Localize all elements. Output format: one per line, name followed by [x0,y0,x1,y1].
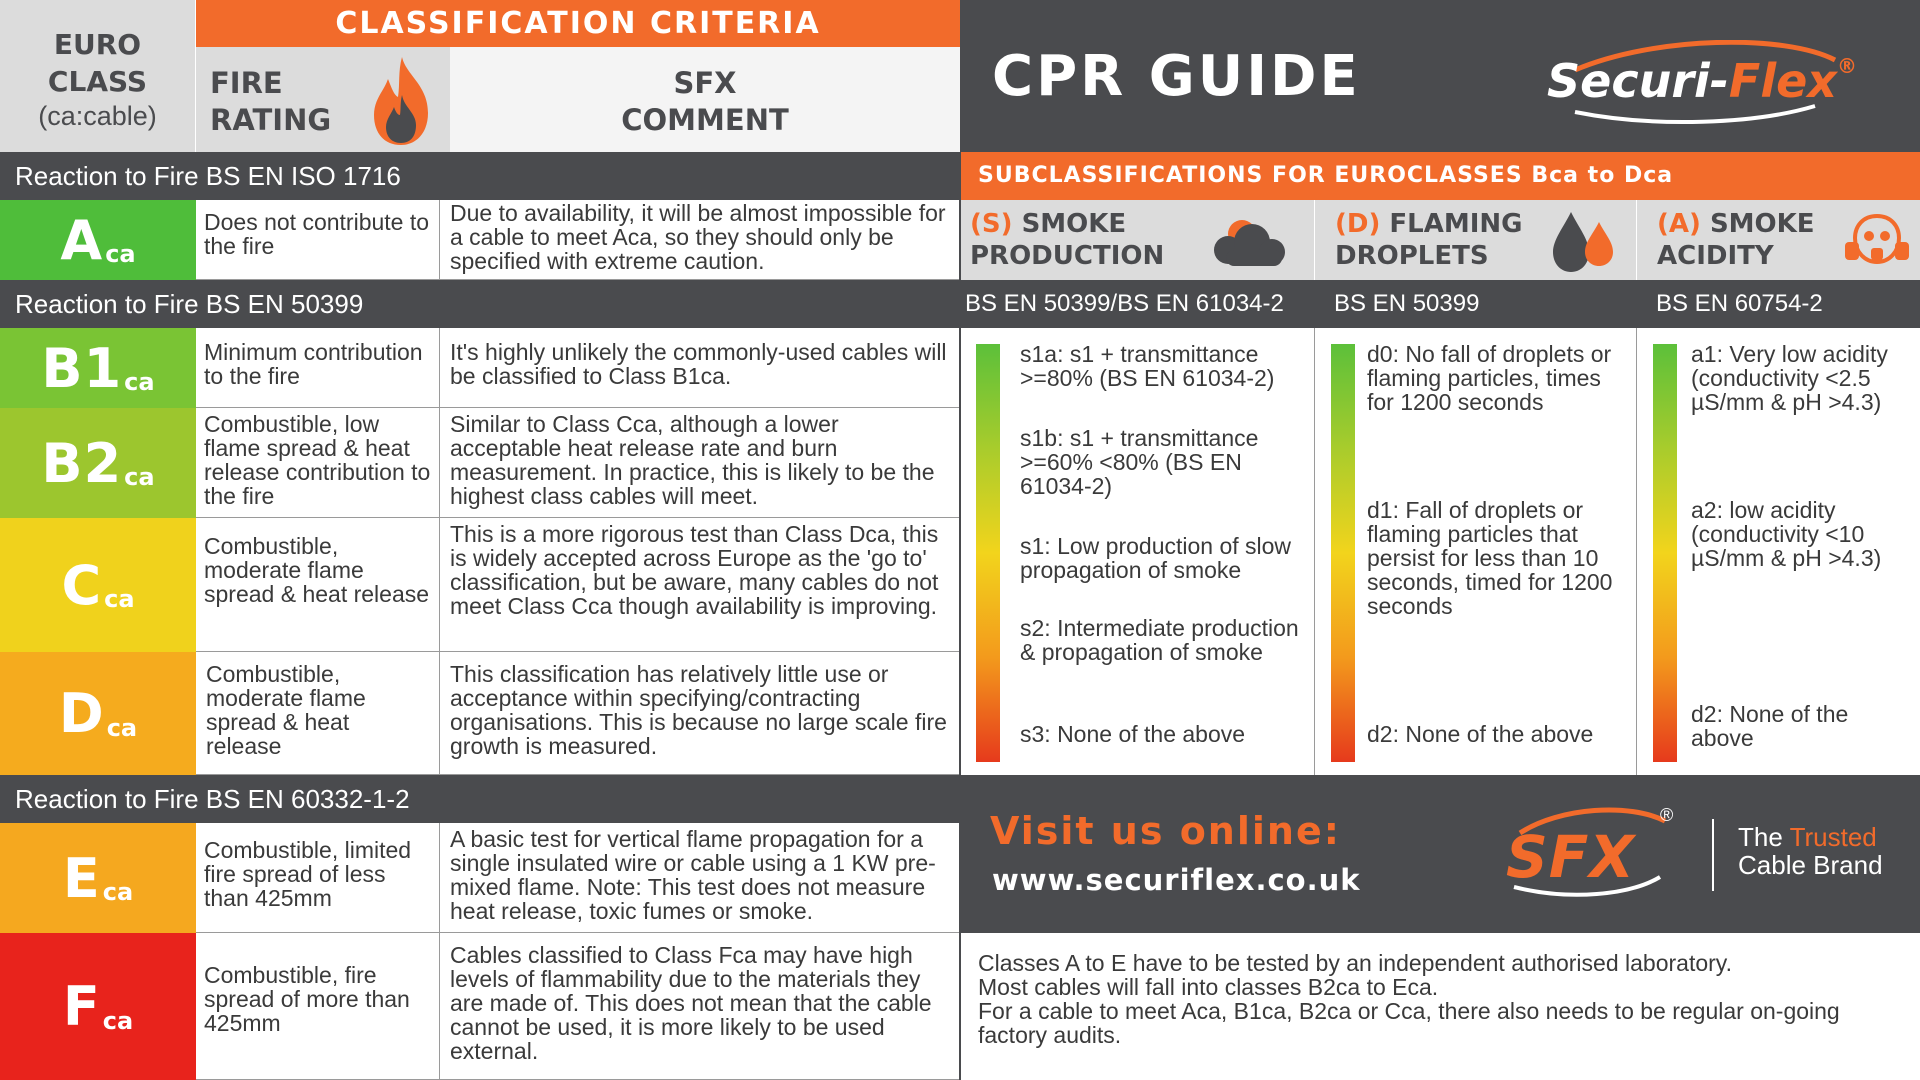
sfx-comment-line2: COMMENT [621,103,789,137]
gradient-bar [1331,344,1355,762]
gradient-bar [976,344,1000,762]
subclass-item: s1a: s1 + transmittance >=80% (BS EN 61034-2) [1020,341,1275,391]
class-sub: ca [105,240,136,268]
subclass-head-acidity [1637,200,1920,280]
subclass-item: s1b: s1 + transmittance >=60% <80% (BS EN 61034-2) [1020,425,1259,499]
subclass-title-prefix: SUBCLASSIFICATIONS FOR EUROCLASSES [978,163,1523,188]
comment-text: A basic test for vertical flame propagation for a single insulated wire or cable using a 1 KW pre-mixed flame. Note: This test does not measure heat release, toxic fumes or smoke. [450,826,936,924]
rating-a [196,200,440,280]
section-en50399: Reaction to Fire BS EN 50399 [0,280,960,328]
fire-rating-line2: RATING [210,103,332,137]
class-letter: E [62,846,101,910]
euro-class-header [0,0,196,152]
sfx-registered: ® [1660,805,1674,825]
comment-c [440,518,960,652]
class-cell-b1 [0,328,196,408]
section-iso1716: Reaction to Fire BS EN ISO 1716 [0,152,960,200]
comment-text: Cables classified to Class Fca may have high levels of flammability due to the materials they are made of. This does not mean that the cable cannot be used, it is more likely to be used external. [450,942,932,1064]
class-sub: ca [124,368,155,396]
class-cell-d [0,652,196,775]
rating-text: Minimum contribution to the fire [204,339,423,389]
subclass-item: d2: None of the above [1691,701,1849,751]
rating-text: Combustible, moderate flame spread & heat release [204,533,430,607]
rating-text: Combustible, limited fire spread of less than 425mm [204,837,412,911]
fire-rating-header [196,47,450,152]
guide-header [960,0,1920,152]
head-line2: DROPLETS [1335,241,1489,271]
rating-text: Combustible, moderate flame spread & heat release [206,661,366,759]
subclass-title-suffix: Bca to Dca [1531,163,1674,188]
gas-mask-icon [1843,212,1911,268]
gradient-bar [1653,344,1677,762]
subclass-item: d1: Fall of droplets or flaming particles that persist for less than 10 seconds, timed for 1200 seconds [1367,497,1613,619]
cloud-icon [1208,214,1292,268]
head-code: (S) [970,209,1013,239]
head-line1: SMOKE [1021,209,1127,239]
droplets-icon [1549,210,1619,274]
class-sub: ca [106,713,138,742]
rating-f [196,933,440,1080]
note-line: Classes A to E have to be tested by an independent authorised laboratory. [978,950,1732,976]
comment-a [440,200,960,280]
comment-text: It's highly unlikely the commonly-used cables will be classified to Class B1ca. [450,339,947,389]
euro-class-line2: CLASS [47,65,148,98]
subclass-head-smoke [960,200,1315,280]
class-sub: ca [104,585,135,613]
sfx-comment-line1: SFX [673,66,737,100]
rating-text: Combustible, fire spread of more than 425mm [204,962,410,1036]
subclass-body-acidity [1637,328,1920,775]
rating-d [196,652,440,775]
subclass-body-droplets [1315,328,1637,775]
subclass-item: s1: Low production of slow propagation of smoke [1020,533,1292,583]
class-letter: B2 [41,431,123,495]
fire-rating-line1: FIRE [210,66,283,100]
head-line1: SMOKE [1709,209,1815,239]
rating-b1 [196,328,440,408]
notes-panel [960,933,1920,1080]
subclass-item: a1: Very low acidity (conductivity <2.5 µS/mm & pH >4.3) [1691,341,1888,415]
standard-smoke: BS EN 50399/BS EN 61034-2 [965,290,1284,317]
class-sub: ca [124,463,155,491]
guide-title: CPR GUIDE [992,44,1361,109]
comment-text: Due to availability, it will be almost impossible for a cable to meet Aca, so they should only be specified with extreme caution. [450,200,946,274]
visit-title: Visit us online: [990,809,1341,853]
sfx-logo [1500,803,1680,903]
brand-part2: Flex [1728,54,1837,108]
subclass-item: s2: Intermediate production & propagation of smoke [1020,615,1299,665]
euro-class-line3: (ca:cable) [38,101,157,131]
class-letter: D [58,682,105,745]
standard-acidity: BS EN 60754-2 [1656,290,1823,317]
head-code: (A) [1657,209,1701,239]
sfx-logo-text: SFX [1506,823,1636,891]
rating-text: Combustible, low flame spread & heat release contribution to the fire [204,411,431,509]
class-cell-e [0,823,196,933]
tagline-trusted: Trusted [1789,822,1877,852]
rating-c [196,518,440,652]
class-letter: C [61,553,103,617]
comment-d [440,652,960,775]
rating-e [196,823,440,933]
brand-part1: Securi- [1547,54,1729,108]
head-code: (D) [1335,209,1381,239]
brand-registered: ® [1836,54,1857,78]
subclass-item: s3: None of the above [1020,721,1246,747]
standards-bar [960,280,1920,328]
note-line: For a cable to meet Aca, B1ca, B2ca or Cca, there also needs to be regular on-going factory audits. [978,998,1840,1048]
head-line2: PRODUCTION [970,241,1165,271]
subclass-item: d2: None of the above [1367,721,1594,747]
standard-droplets: BS EN 50399 [1334,290,1480,317]
class-cell-a [0,200,196,280]
visit-panel [960,775,1920,933]
comment-f [440,933,960,1080]
class-letter: F [62,975,101,1038]
comment-text: This classification has relatively little use or acceptance within specifying/contracting organisations. This is because no large scale fire growth is measured. [450,661,947,759]
tagline [1738,823,1883,879]
website-link[interactable]: www.securiflex.co.uk [992,863,1361,897]
class-letter: A [60,208,104,272]
comment-b1 [440,328,960,408]
head-line2: ACIDITY [1657,241,1774,271]
section-en60332: Reaction to Fire BS EN 60332-1-2 [0,775,960,823]
subclass-head-droplets [1315,200,1637,280]
class-sub: ca [102,1006,134,1035]
flame-icon [370,55,432,147]
subclass-body-smoke [960,328,1315,775]
center-divider [959,152,961,1080]
tagline-divider [1712,819,1714,891]
class-cell-b2 [0,408,196,518]
tagline-line2: Cable Brand [1738,850,1883,880]
note-line: Most cables will fall into classes B2ca to Eca. [978,974,1439,1000]
comment-b2 [440,408,960,518]
rating-b2 [196,408,440,518]
subclass-title [960,152,1920,200]
sfx-comment-header [450,47,960,152]
brand-logo [1535,40,1895,130]
class-sub: ca [102,878,134,906]
subclass-item: a2: low acidity (conductivity <10 µS/mm & pH >4.3) [1691,497,1882,571]
comment-text: Similar to Class Cca, although a lower acceptable heat release rate and burn measurement. In practice, this is likely to be the highest class cables will meet. [450,411,935,509]
subclass-item: d0: No fall of droplets or flaming particles, times for 1200 seconds [1367,341,1612,415]
euro-class-line1: EURO [53,28,142,61]
class-letter: B1 [41,336,123,400]
class-cell-c [0,518,196,652]
comment-e [440,823,960,933]
head-line1: FLAMING [1389,209,1523,239]
rating-text: Does not contribute to the fire [204,209,430,259]
criteria-title: CLASSIFICATION CRITERIA [196,0,960,47]
class-cell-f [0,933,196,1080]
comment-text: This is a more rigorous test than Class Dca, this is widely accepted across Europe as the 'go to' classification, but be aware, many cables do not meet Class Cca though availability is improving. [450,521,939,619]
tagline-the: The [1738,822,1783,852]
